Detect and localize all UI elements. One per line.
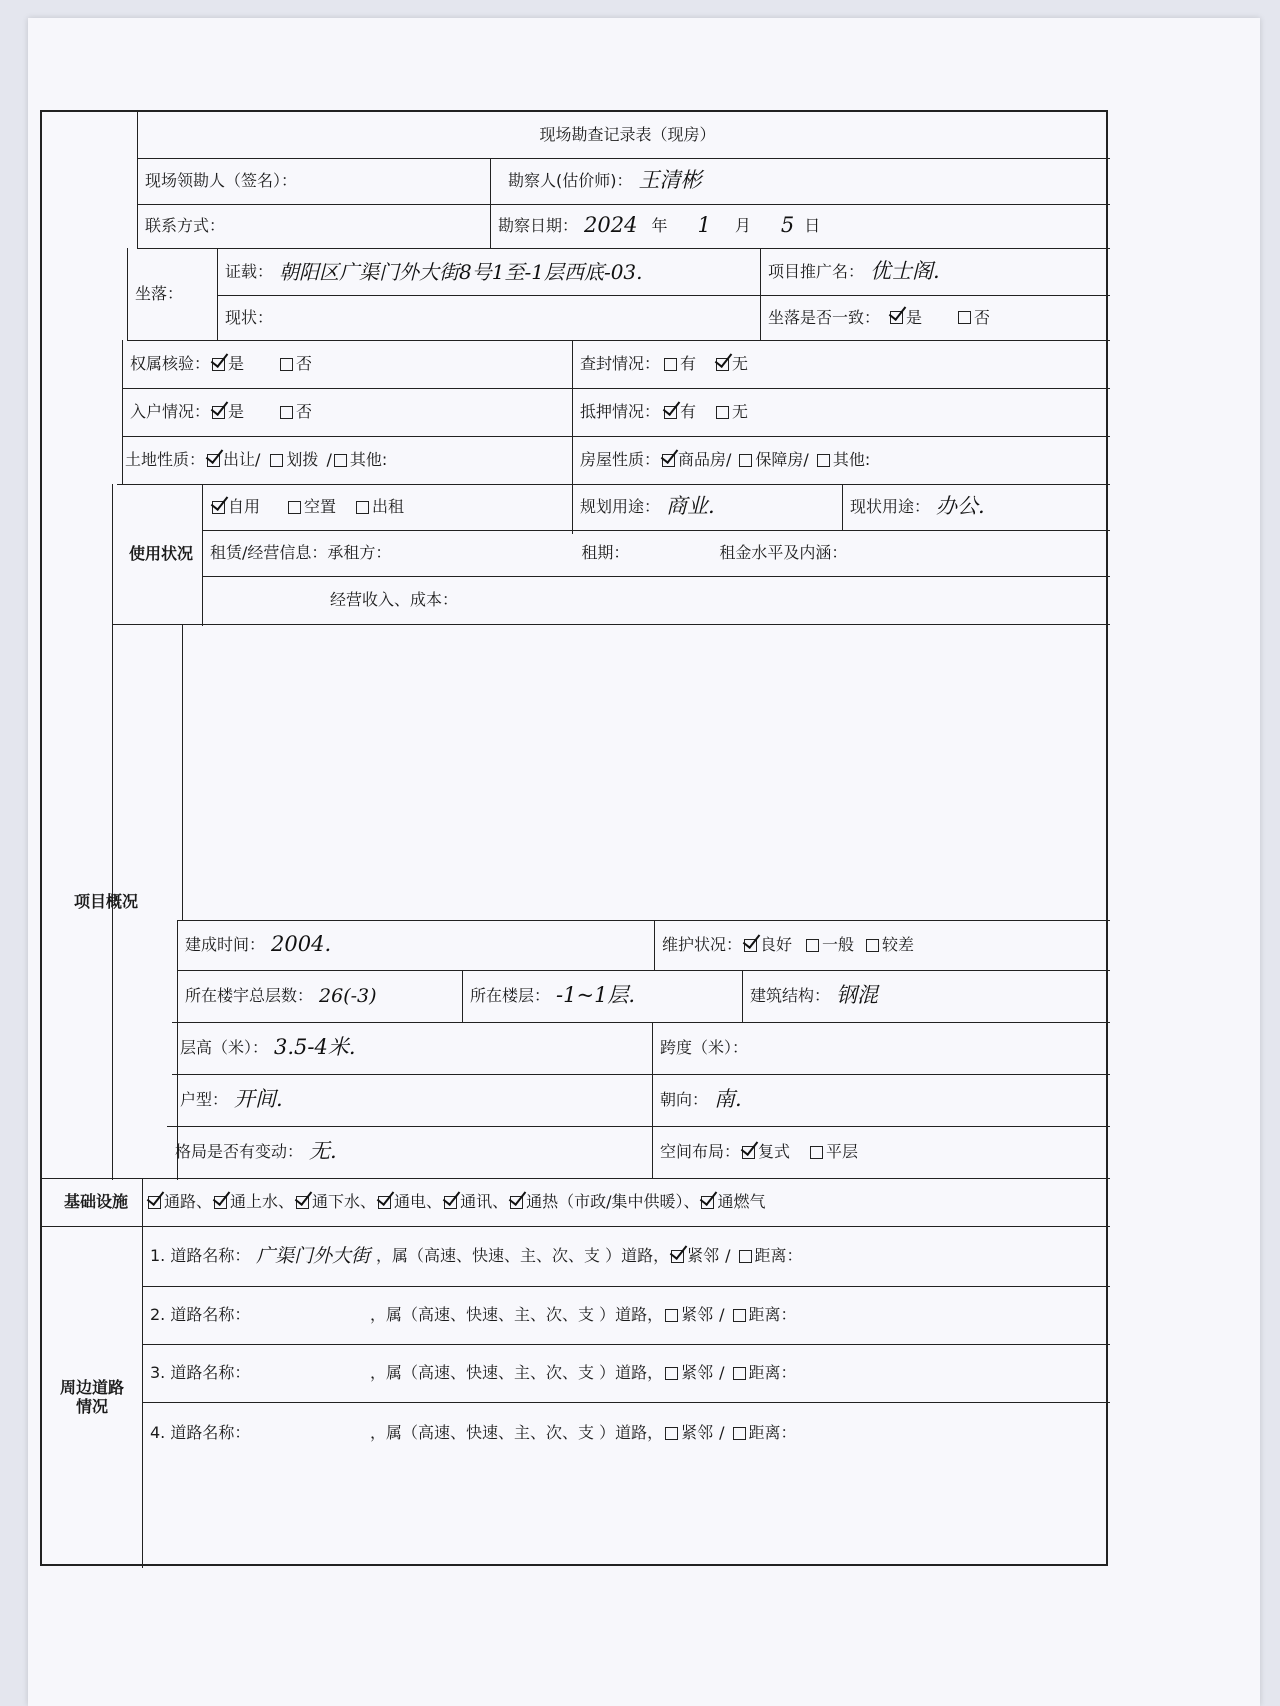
location-label: 坐落： (135, 284, 184, 304)
ownership-no-checkbox[interactable] (280, 358, 293, 371)
unit-type-label: 户型： (180, 1090, 229, 1110)
land-label: 土地性质： (125, 450, 206, 470)
cert-value: 朝阳区广渠门外大街8号1至-1层西底-03. (279, 259, 643, 284)
mortgage-label: 抵押情况： (580, 402, 661, 422)
height-field (172, 1022, 652, 1074)
infra-gas-checkbox[interactable] (701, 1196, 714, 1209)
land-slash: / (326, 450, 332, 470)
consistent-label: 坐落是否一致： (768, 307, 881, 327)
ownership-yes-checkbox[interactable] (212, 358, 225, 371)
road-adjacent-checkbox[interactable] (665, 1367, 678, 1380)
ownership-field (122, 340, 572, 388)
seizure-label: 查封情况： (580, 354, 661, 374)
land-allocated-label: 划拨 (286, 450, 319, 470)
maint-normal-checkbox[interactable] (806, 939, 819, 952)
road-slash: / (725, 1246, 731, 1266)
structure-value: 钢混 (836, 983, 879, 1008)
usage-label: 使用状况 (128, 544, 193, 564)
date-month: 1 (697, 213, 711, 238)
maint-normal-label: 一般 (822, 935, 855, 955)
rent-level-label: 租金水平及内涵： (719, 543, 848, 563)
maintenance-field (654, 920, 1110, 970)
road-row (142, 1344, 1110, 1402)
road-slash: / (719, 1363, 725, 1383)
cert-label: 证载： (225, 261, 274, 281)
road-row (142, 1402, 1110, 1464)
road-row (142, 1286, 1110, 1344)
form-title: 现场勘查记录表（现房） (539, 125, 716, 145)
project-label: 项目推广名： (768, 261, 865, 281)
house-other-checkbox[interactable] (817, 454, 830, 467)
infra-drainage-label: 通下水、 (312, 1192, 377, 1212)
height-value: 3.5-4米. (274, 1035, 356, 1060)
roads-label: 周边道路情况 (59, 1377, 124, 1416)
space-layout-label: 空间布局： (660, 1142, 741, 1162)
land-field (117, 436, 572, 484)
date-year: 2024 (584, 213, 638, 238)
seizure-yes-label: 有 (680, 354, 697, 374)
infra-water-supply-label: 通上水、 (230, 1192, 295, 1212)
road-distance-label: 距离： (748, 1305, 797, 1325)
built-year-value: 2004. (271, 932, 332, 957)
road-adjacent-label: 紧邻 (687, 1246, 720, 1266)
entry-label: 入户情况： (130, 402, 211, 422)
facing-value: 南. (714, 1087, 742, 1112)
current-use-field (842, 484, 1110, 530)
project-value: 优士阁. (870, 258, 940, 283)
space-flat-label: 平层 (826, 1142, 859, 1162)
survey-form (40, 110, 1108, 1566)
house-affordable-label: 保障房/ (755, 450, 809, 470)
road-type: ，属（高速、快速、主、次、支 ）道路， (376, 1246, 670, 1266)
road-adjacent-label: 紧邻 (681, 1305, 714, 1325)
maint-good-label: 良好 (760, 935, 793, 955)
date-label: 勘察日期： (498, 216, 579, 236)
infra-heating-label: 通热（市政/集中供暖）、 (526, 1192, 700, 1212)
mortgage-yes-label: 有 (680, 402, 697, 422)
land-transfer-checkbox[interactable] (207, 454, 220, 467)
status-field (217, 295, 760, 340)
space-duplex-label: 复式 (758, 1142, 791, 1162)
house-label: 房屋性质： (580, 450, 661, 470)
road-distance-label: 距离： (754, 1246, 803, 1266)
road-no: 1. 道路名称： (150, 1246, 251, 1266)
layout-change-value: 无. (309, 1139, 337, 1164)
layout-change-field (167, 1126, 652, 1178)
infra-water-supply-checkbox[interactable] (214, 1196, 227, 1209)
total-floors-field (177, 970, 462, 1022)
road-adjacent-checkbox[interactable] (671, 1250, 684, 1263)
infra-gas-label: 通燃气 (717, 1192, 766, 1212)
space-layout-field (652, 1126, 1110, 1178)
layout-change-label: 格局是否有变动： (175, 1142, 304, 1162)
usage-self-label: 自用 (228, 497, 261, 517)
road-adjacent-checkbox[interactable] (665, 1309, 678, 1322)
cert-field (217, 248, 760, 295)
road-type: ，属（高速、快速、主、次、支 ）道路， (370, 1305, 664, 1325)
planned-use-field (572, 484, 842, 530)
usage-rent-checkbox[interactable] (356, 501, 369, 514)
consistent-field (760, 295, 1110, 340)
leader-label: 现场领勘人（签名）： (145, 171, 298, 191)
ownership-label: 权属核验： (130, 354, 211, 374)
lease-field (202, 530, 1110, 576)
road-adjacent-label: 紧邻 (681, 1423, 714, 1443)
road-distance-checkbox[interactable] (733, 1427, 746, 1440)
contact-label: 联系方式： (145, 216, 226, 236)
consistent-yes-label: 是 (906, 307, 923, 327)
road-no: 4. 道路名称： (150, 1423, 251, 1443)
seizure-field (572, 340, 1110, 388)
structure-field (742, 970, 1110, 1022)
road-adjacent-checkbox[interactable] (665, 1427, 678, 1440)
infra-road-checkbox[interactable] (148, 1196, 161, 1209)
unit-type-value: 开间. (234, 1087, 283, 1112)
land-transfer-label: 出让/ (223, 450, 261, 470)
ownership-yes-label: 是 (228, 354, 245, 374)
span-label: 跨度（米）： (660, 1038, 749, 1058)
contact-field (137, 204, 490, 248)
income-field (202, 576, 1110, 624)
maint-good-checkbox[interactable] (744, 939, 757, 952)
date-day: 5 (780, 213, 795, 238)
house-commercial-label: 商品房/ (678, 450, 732, 470)
road-row (142, 1226, 1110, 1286)
road-distance-checkbox[interactable] (739, 1250, 752, 1263)
infra-power-checkbox[interactable] (378, 1196, 391, 1209)
status-label: 现状： (225, 307, 274, 327)
road-name: 广渠门外大街 (256, 1244, 371, 1267)
infra-drainage-checkbox[interactable] (296, 1196, 309, 1209)
floor-value: -1~1层. (556, 983, 636, 1008)
infra-items (142, 1178, 1110, 1226)
entry-no-label: 否 (296, 402, 313, 422)
mortgage-field (572, 388, 1110, 436)
road-type: ，属（高速、快速、主、次、支 ）道路， (370, 1363, 664, 1383)
consistent-no-label: 否 (974, 307, 991, 327)
income-label: 经营收入、成本： (330, 590, 459, 610)
maint-poor-label: 较差 (882, 935, 915, 955)
space-duplex-checkbox[interactable] (742, 1146, 755, 1159)
house-other-label: 其他: (832, 450, 871, 470)
mortgage-no-checkbox[interactable] (716, 406, 729, 419)
house-commercial-checkbox[interactable] (662, 454, 675, 467)
usage-options (202, 484, 572, 530)
usage-self-checkbox[interactable] (212, 501, 225, 514)
overview-notes-area[interactable] (182, 624, 1110, 920)
seizure-no-checkbox[interactable] (716, 358, 729, 371)
road-slash: / (719, 1305, 725, 1325)
current-use-value: 办公. (936, 494, 985, 519)
land-other-checkbox[interactable] (334, 454, 347, 467)
height-label: 层高（米）： (180, 1038, 269, 1058)
land-allocated-checkbox[interactable] (270, 454, 283, 467)
usage-vacant-label: 空置 (304, 497, 337, 517)
infra-power-label: 通电、 (394, 1192, 443, 1212)
consistent-no-checkbox[interactable] (958, 311, 971, 324)
road-no: 2. 道路名称： (150, 1305, 251, 1325)
surveyor-field (490, 158, 1110, 204)
space-flat-checkbox[interactable] (810, 1146, 823, 1159)
infra-road-label: 通路、 (164, 1192, 213, 1212)
road-type: ，属（高速、快速、主、次、支 ）道路， (370, 1423, 664, 1443)
date-field (490, 204, 1110, 248)
structure-label: 建筑结构： (750, 986, 831, 1006)
planned-use-label: 规划用途： (580, 497, 661, 517)
lease-label: 租赁/经营信息：承租方： (210, 543, 392, 563)
entry-yes-checkbox[interactable] (212, 406, 225, 419)
floor-label: 所在楼层： (470, 986, 551, 1006)
usage-vacant-checkbox[interactable] (288, 501, 301, 514)
road-distance-checkbox[interactable] (733, 1367, 746, 1380)
house-field (572, 436, 1110, 484)
entry-no-checkbox[interactable] (280, 406, 293, 419)
infra-label: 基础设施 (63, 1192, 128, 1212)
lease-term-label: 租期： (581, 543, 630, 563)
facing-label: 朝向： (660, 1090, 709, 1110)
total-floors-value: 26(-3) (319, 984, 377, 1007)
entry-yes-label: 是 (228, 402, 245, 422)
road-slash: / (719, 1423, 725, 1443)
mortgage-no-label: 无 (732, 402, 749, 422)
current-use-label: 现状用途： (850, 497, 931, 517)
overview-label: 项目概况 (73, 892, 138, 912)
infra-heating-checkbox[interactable] (510, 1196, 523, 1209)
leader-field (137, 158, 490, 204)
seizure-yes-checkbox[interactable] (664, 358, 677, 371)
road-no: 3. 道路名称： (150, 1363, 251, 1383)
maint-poor-checkbox[interactable] (866, 939, 879, 952)
consistent-yes-checkbox[interactable] (890, 311, 903, 324)
surveyor-label: 勘察人(估价师)： (508, 171, 633, 191)
ownership-no-label: 否 (296, 354, 313, 374)
mortgage-yes-checkbox[interactable] (664, 406, 677, 419)
road-distance-checkbox[interactable] (733, 1309, 746, 1322)
planned-use-value: 商业. (666, 494, 715, 519)
year-unit: 年 (651, 216, 668, 236)
day-unit: 日 (804, 216, 821, 236)
road-distance-label: 距离： (748, 1423, 797, 1443)
surveyor-value: 王清彬 (638, 168, 702, 193)
built-year-field (177, 920, 654, 970)
project-field (760, 248, 1110, 295)
maintenance-label: 维护状况： (662, 935, 743, 955)
road-adjacent-label: 紧邻 (681, 1363, 714, 1383)
unit-type-field (172, 1074, 652, 1126)
infra-telecom-checkbox[interactable] (444, 1196, 457, 1209)
span-field (652, 1022, 1110, 1074)
road-distance-label: 距离： (748, 1363, 797, 1383)
land-other-label: 其他: (349, 450, 388, 470)
facing-field (652, 1074, 1110, 1126)
month-unit: 月 (734, 216, 751, 236)
total-floors-label: 所在楼宇总层数： (185, 986, 314, 1006)
usage-rent-label: 出租 (372, 497, 405, 517)
entry-field (122, 388, 572, 436)
floor-field (462, 970, 742, 1022)
infra-telecom-label: 通讯、 (460, 1192, 509, 1212)
house-affordable-checkbox[interactable] (739, 454, 752, 467)
built-year-label: 建成时间： (185, 935, 266, 955)
seizure-no-label: 无 (732, 354, 749, 374)
